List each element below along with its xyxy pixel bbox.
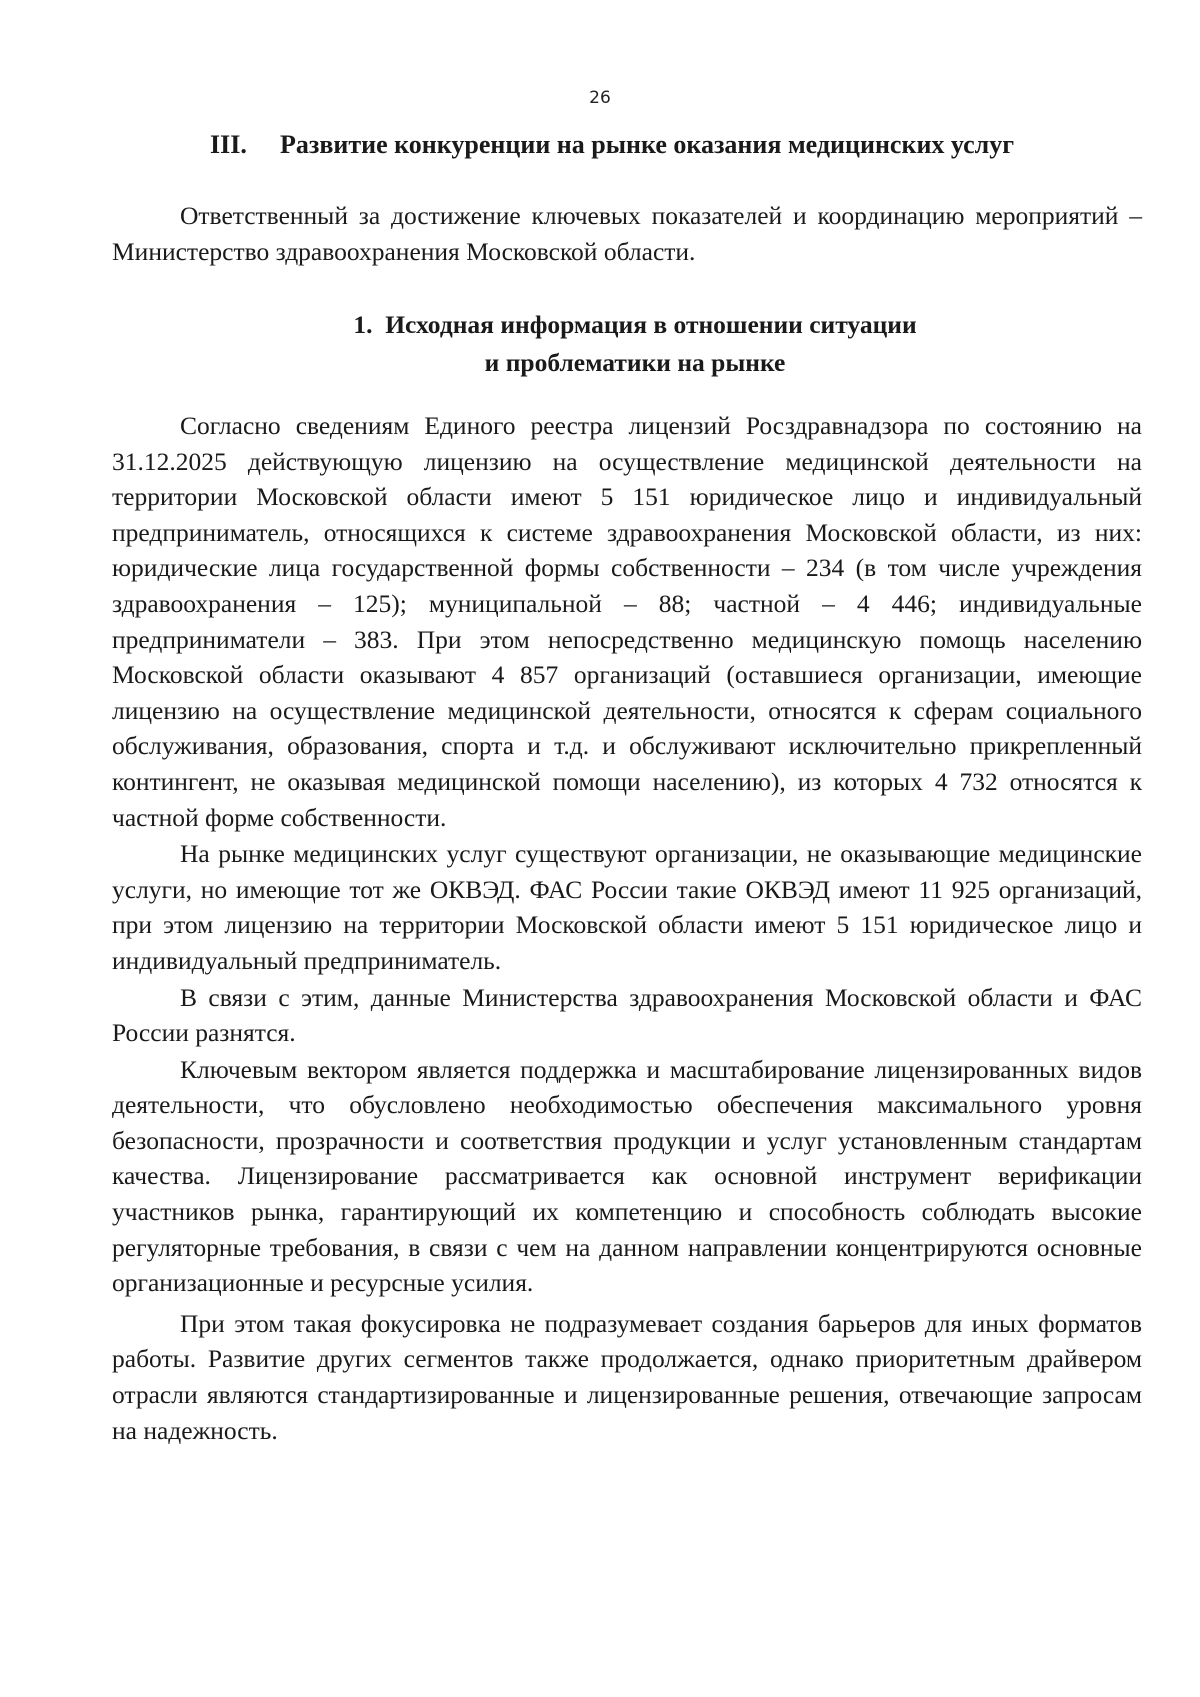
paragraph: В связи с этим, данные Министерства здравоохранения Московской области и ФАС России разнятся. [112, 982, 1142, 1048]
responsible-paragraph: Ответственный за достижение ключевых показателей и координацию мероприятий – Министерство здравоохранения Московской области. [112, 201, 1142, 266]
subsection-title-line1 [0, 306, 1200, 344]
paragraph: Согласно сведениям Единого реестра лицензий Росздравнадзора по состоянию на 31.12.2025 действующую лицензию на осуществление медицинской деятельности на территории Московской области имеют 5 151 юридическое лицо и индивидуальный предприниматель, относящихся к системе здравоохранения Московской области, из них: юридические лица государственной формы собственности – 234 (в том числе учреждения здравоохранения – 125); муниципальной – 88; частной – 4 446; индивидуальные предприниматели – 383. При этом непосредственно медицинскую помощь населению Московской области оказывают 4 857 организаций (оставшиеся организации, имеющие лицензию на осуществление медицинской деятельности, относятся к сферам социального обслуживания, образования, спорта и т.д. и обслуживают исключительно прикрепленный контингент, не оказывая медицинской помощи населению), из которых 4 732 относятся к частной форме собственности. [112, 411, 1142, 832]
section-numeral: III. [210, 130, 247, 159]
subsection-heading [0, 306, 1200, 382]
subsection-number: 1. [353, 310, 373, 339]
section-heading [210, 130, 1110, 160]
paragraph: При этом такая фокусировка не подразумевает создания барьеров для иных форматов работы. Развитие других сегментов также продолжается, однако приоритетным драйвером отрасли являются стандартизированные и лицензированные решения, отвечающие запросам на надежность. [112, 1308, 1142, 1445]
responsible-block [112, 198, 1142, 269]
page-number: 26 [589, 88, 611, 108]
paragraph: Ключевым вектором является поддержка и масштабирование лицензированных видов деятельности, что обусловлено необходимостью обеспечения максимального уровня безопасности, прозрачности и соответствия продукции и услуг установленным стандартам качества. Лицензирование рассматривается как основной инструмент верификации участников рынка, гарантирующий их компетенцию и способность соблюдать высокие регуляторные требования, в связи с чем на данном направлении концентрируются основные организационные и ресурсные усилия. [112, 1054, 1142, 1298]
section-title: Развитие конкуренции на рынке оказания медицинских услуг [280, 130, 1015, 159]
paragraph: На рынке медицинских услуг существуют организации, не оказывающие медицинские услуги, но имеющие тот же ОКВЭД. ФАС России такие ОКВЭД имеют 11 925 организаций, при этом лицензию на территории Московской области имеют 5 151 юридическое лицо и индивидуальный предприниматель. [112, 839, 1142, 975]
main-text [112, 408, 1142, 1449]
subsection-title-line2: и проблематики на рынке [484, 348, 786, 377]
subsection-title-line1-text: Исходная информация в отношении ситуации [385, 310, 917, 339]
